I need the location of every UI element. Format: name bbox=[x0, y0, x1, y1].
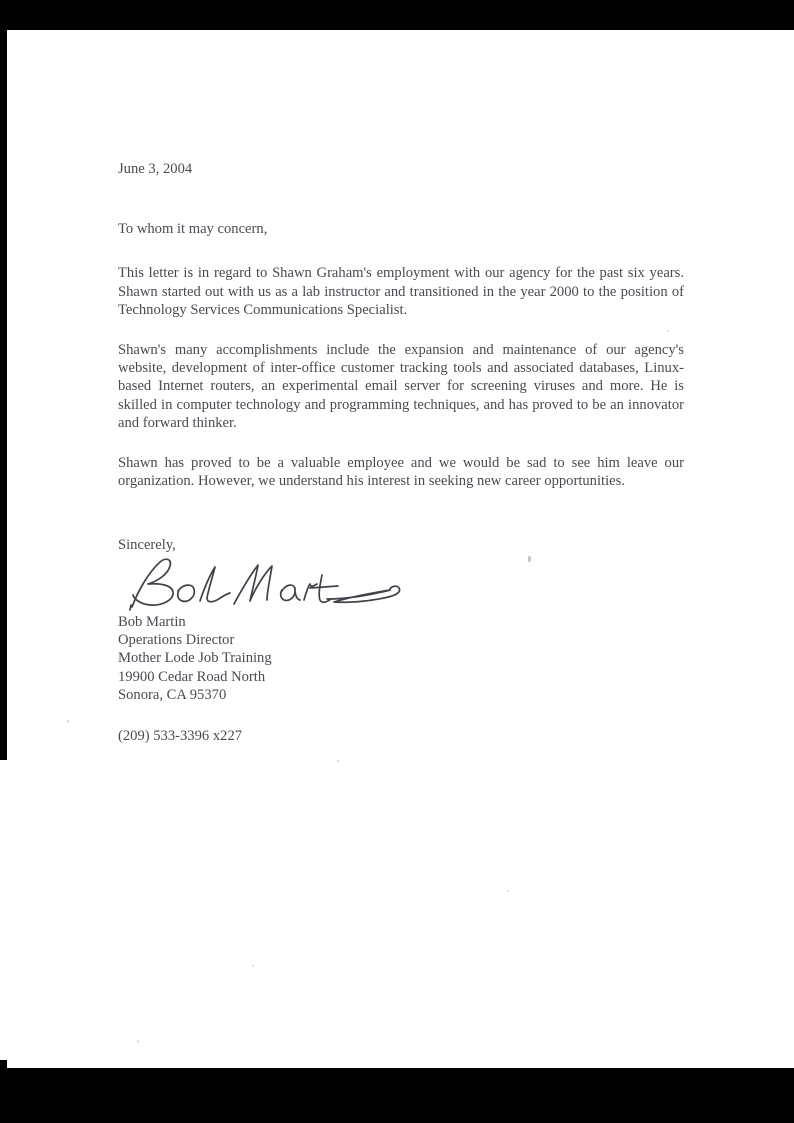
scan-speck bbox=[252, 965, 254, 967]
scan-border-left bbox=[0, 30, 7, 760]
scan-speck bbox=[337, 760, 339, 762]
signer-phone: (209) 533-3396 x227 bbox=[118, 727, 243, 744]
signer-name: Bob Martin bbox=[118, 613, 186, 630]
letter-closing: Sincerely, bbox=[118, 537, 176, 554]
letter-paragraph-1: This letter is in regard to Shawn Graham's employment with our agency for the past six years. Shawn started out with us as a lab instructor and transitioned in the year 2000 to the position of Technology Services Communications Specialist. bbox=[118, 265, 684, 318]
signer-street: 19900 Cedar Road North bbox=[118, 668, 266, 685]
letter-content bbox=[118, 160, 684, 745]
signer-title: Operations Director bbox=[118, 632, 235, 649]
scan-border-bottom bbox=[0, 1068, 794, 1123]
handwritten-signature-icon bbox=[122, 555, 422, 613]
signer-organization: Mother Lode Job Training bbox=[118, 650, 272, 667]
signer-block bbox=[118, 613, 684, 705]
paper-sheet bbox=[7, 30, 794, 1068]
scan-speck bbox=[67, 720, 69, 723]
letter-date: June 3, 2004 bbox=[118, 161, 193, 177]
scan-speck bbox=[507, 890, 509, 892]
scan-speck bbox=[137, 1040, 139, 1043]
signer-city-state-zip: Sonora, CA 95370 bbox=[118, 687, 227, 704]
signature-area bbox=[118, 557, 684, 613]
scan-border-top bbox=[0, 0, 794, 30]
letter-paragraph-3: Shawn has proved to be a valuable employee and we would be sad to see him leave our organization. However, we understand his interest in seeking new career opportunities. bbox=[118, 455, 684, 490]
letter-paragraph-2: Shawn's many accomplishments include the expansion and maintenance of our agency's website, development of inter-office customer tracking tools and associated databases, Linux-based Internet routers, an experimental email server for screening viruses and more. He is skilled in computer technology and programming techniques, and has proved to be an innovator and forward thinker. bbox=[118, 342, 684, 431]
letter-salutation: To whom it may concern, bbox=[118, 221, 268, 238]
